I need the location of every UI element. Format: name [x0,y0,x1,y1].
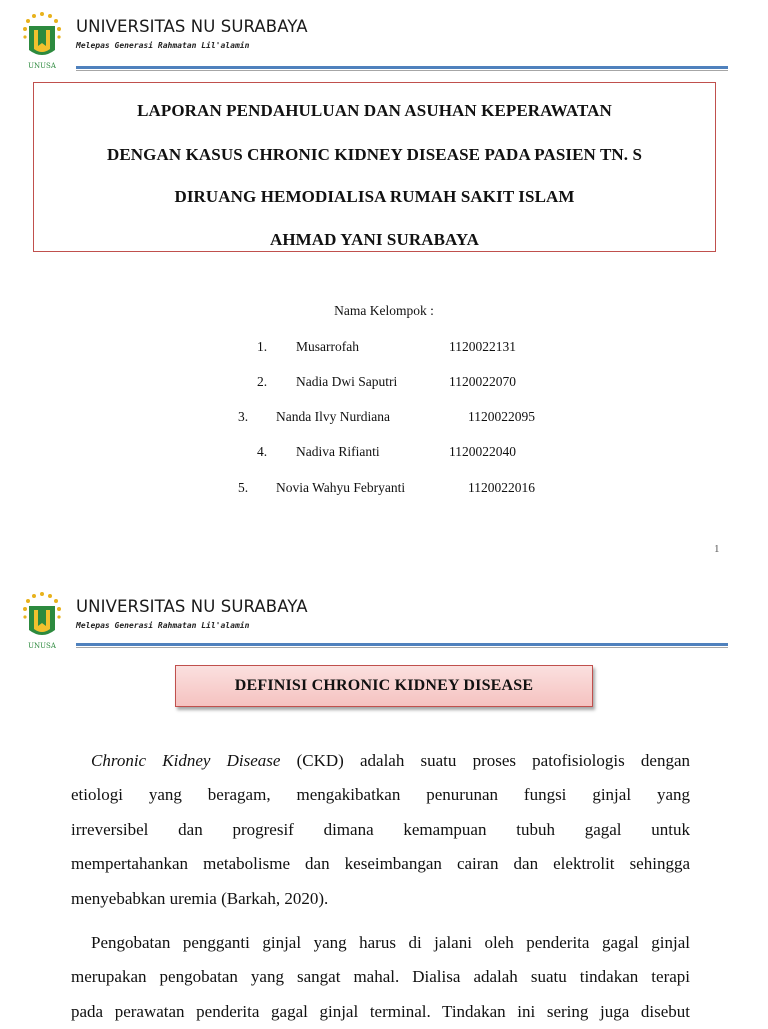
header-rule-thin [76,647,728,648]
header-rule [76,66,728,69]
title-line-2: DENGAN KASUS CHRONIC KIDNEY DISEASE PADA PASIEN TN. S [106,145,643,164]
member-name: Nanda Ilvy Nurdiana [276,409,390,424]
page-number: 1 [714,543,720,555]
member-nim: 1120022040 [449,444,516,459]
member-number: 5. [238,480,249,495]
member-row [0,339,768,357]
header-rule-thin [76,70,728,71]
logo-text: UNUSA [28,642,56,650]
member-number: 3. [238,409,249,424]
member-number: 2. [257,374,268,389]
university-name: UNIVERSITAS NU SURABAYA [76,17,308,36]
title-line-1: LAPORAN PENDAHULUAN DAN ASUHAN KEPERAWATAN [137,101,612,120]
member-name: Nadia Dwi Saputri [296,374,398,389]
member-nim: 1120022070 [449,374,516,389]
report-title-box [33,82,716,252]
university-logo-icon [18,10,66,70]
member-nim: 1120022095 [468,409,535,424]
logo-text: UNUSA [28,62,56,70]
member-nim: 1120022016 [468,480,535,495]
member-row [0,374,768,392]
section-heading: DEFINISI CHRONIC KIDNEY DISEASE [175,665,593,707]
paragraph-line: mempertahankan metabolisme dan keseimbangan cairan dan elektrolit sehingga [71,854,690,874]
member-number: 4. [257,444,268,459]
member-row [0,444,768,462]
member-name: Musarrofah [296,339,359,354]
title-line-3: DIRUANG HEMODIALISA RUMAH SAKIT ISLAM [174,187,575,206]
university-tagline: Melepas Generasi Rahmatan Lil'alamin [76,621,250,630]
paragraph-line: menyebabkan uremia (Barkah, 2020). [71,888,329,908]
paragraph-line: Chronic Kidney Disease (CKD) adalah suatu proses patofisiologis dengan [91,751,690,770]
definition-paragraph [71,744,690,916]
treatment-paragraph [71,926,690,1029]
paragraph-line: pada perawatan penderita gagal ginjal terminal. Tindakan ini sering juga disebut [71,1001,690,1021]
group-label: Nama Kelompok : [334,303,434,318]
university-logo-icon [18,590,66,650]
paragraph-line: etiologi yang beragam, mengakibatkan penurunan fungsi ginjal yang [71,785,690,805]
paragraph-line: Pengobatan pengganti ginjal yang harus di jalani oleh penderita gagal ginjal [91,933,690,952]
paragraph-line: merupakan pengobatan yang sangat mahal. Dialisa adalah suatu tindakan terapi [71,967,690,987]
page1-header [0,0,768,70]
header-rule [76,643,728,646]
member-number: 1. [257,339,268,354]
member-row [0,409,768,427]
member-row [0,480,768,498]
ckd-italic-term: Chronic Kidney Disease [91,751,281,770]
university-tagline: Melepas Generasi Rahmatan Lil'alamin [76,41,250,50]
title-line-4: AHMAD YANI SURABAYA [269,230,480,249]
page2-header [0,580,768,650]
paragraph-line: irreversibel dan progresif dimana kemampuan tubuh gagal untuk [71,819,690,839]
member-name: Nadiva Rifianti [296,444,380,459]
member-nim: 1120022131 [449,339,516,354]
member-name: Novia Wahyu Febryanti [276,480,406,495]
university-name: UNIVERSITAS NU SURABAYA [76,597,308,616]
